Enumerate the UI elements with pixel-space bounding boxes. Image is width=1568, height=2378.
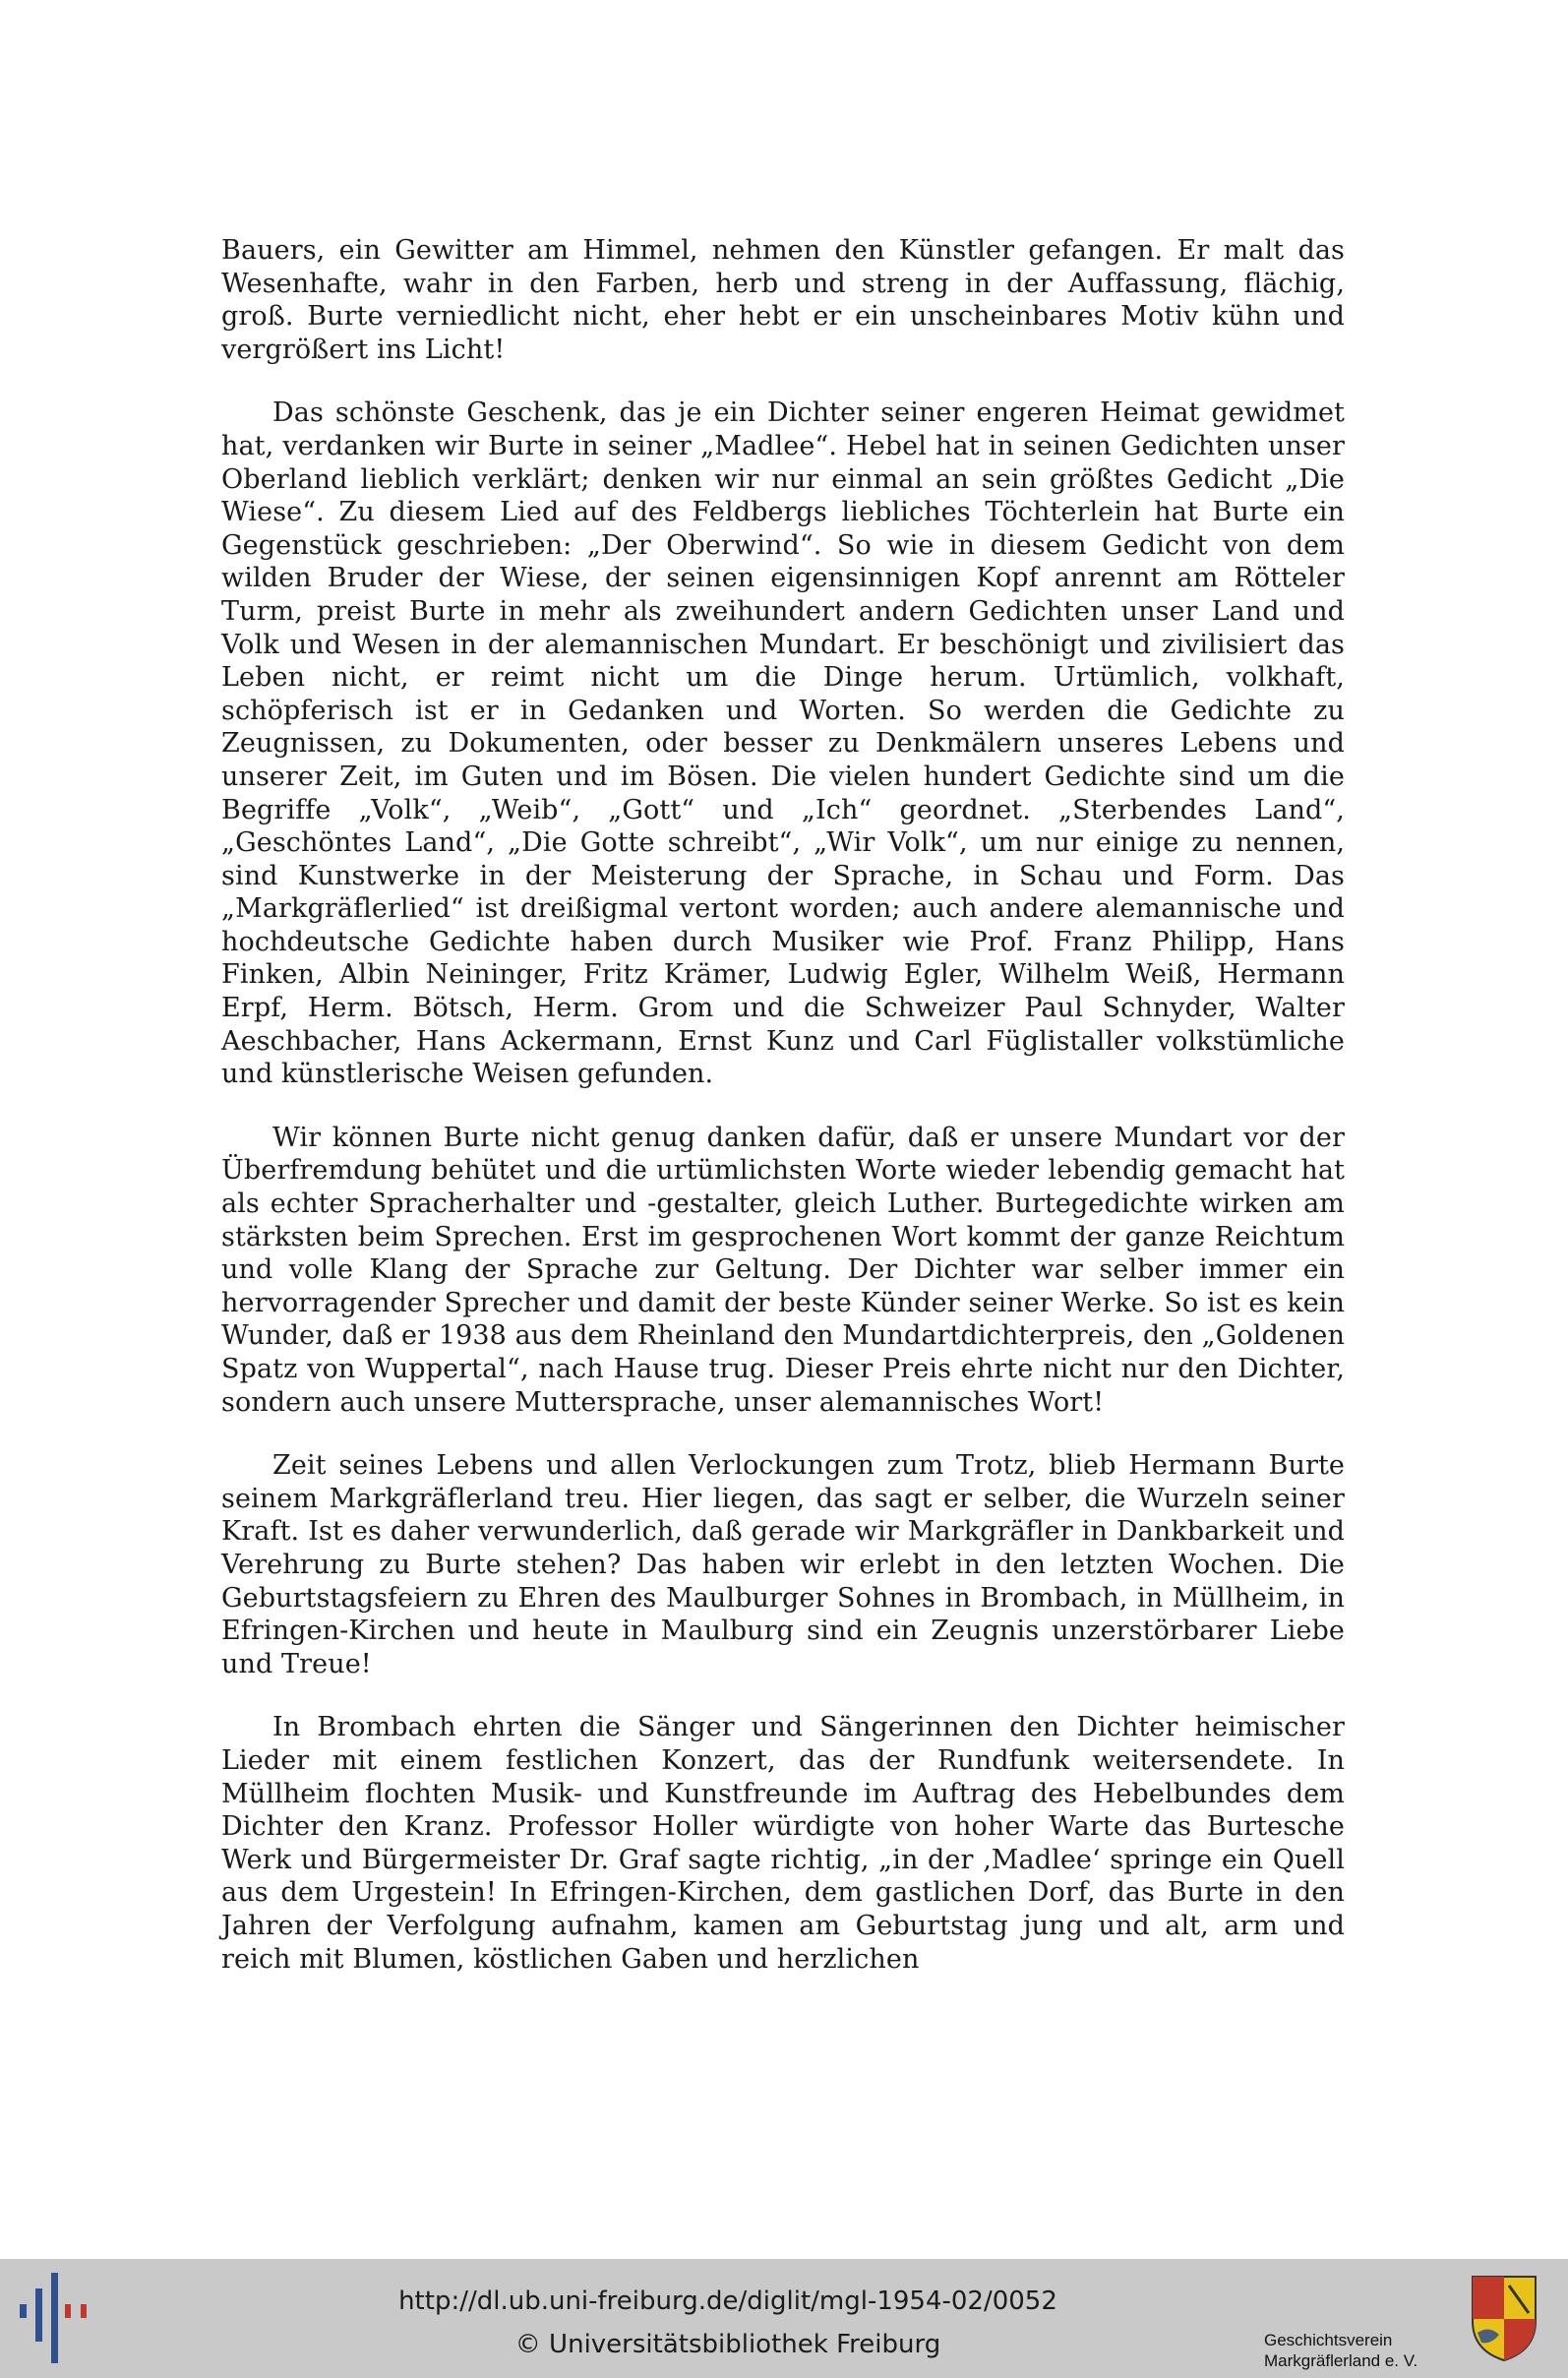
paragraph: In Brombach ehrten die Sänger und Sängerinnen den Dichter heimischer Lieder mit einem festlichen Konzert, das der Rundfunk weitersendete. In Müllheim flochten Musik- und Kunstfreunde im Auftrag des Hebelbundes dem Dichter den Kranz. Professor Holler würdigte von hoher Warte das Burtesche Werk und Bürgermeister Dr. Graf sagte richtig, „in der ‚Madlee‘ springe ein Quell aus dem Urgestein! In Efringen-Kirchen, dem gastlichen Dorf, das Burte in den Jahren der Verfolgung aufnahm, kamen am Geburtstag jung und alt, arm und reich mit Blumen, köstlichen Gaben und herzlichen (221, 1712, 1345, 1975)
paragraph: Bauers, ein Gewitter am Himmel, nehmen den Künstler gefangen. Er malt das Wesenhafte, wahr in den Farben, herb und streng in der Auffassung, flächig, groß. Burte verniedlicht nicht, eher hebt er ein unscheinbares Motiv kühn und vergrößert ins Licht! (221, 235, 1345, 365)
paragraph: Das schönste Geschenk, das je ein Dichter seiner engeren Heimat gewidmet hat, verdanken wir Burte in seiner „Madlee“. Hebel hat in seinen Gedichten unser Oberland lieblich verklärt; denken wir nur einmal an sein größtes Gedicht „Die Wiese“. Zu diesem Lied auf des Feldbergs liebliches Töchterlein hat Burte ein Gegenstück geschrieben: „Der Oberwind“. So wie in diesem Gedicht von dem wilden Bruder der Wiese, der seinen eigensinnigen Kopf anrennt am Rötteler Turm, preist Burte in mehr als zweihundert andern Gedichten unser Land und Volk und Wesen in der alemannischen Mundart. Er beschönigt und zivilisiert das Leben nicht, er reimt nicht um die Dinge herum. Urtümlich, volkhaft, schöpferisch ist er in Gedanken und Worten. So werden die Gedichte zu Zeugnissen, zu Dokumenten, oder besser zu Denkmälern unseres Lebens und unserer Zeit, im Guten und im Bösen. Die vielen hundert Gedichte sind um die Begriffe „Volk“, „Weib“, „Gott“ und „Ich“ geordnet. „Sterbendes Land“, „Geschöntes Land“, „Die Gotte schreibt“, „Wir Volk“, um nur einige zu nennen, sind Kunstwerke in der Meisterung der Sprache, in Schau und Form. Das „Markgräflerlied“ ist dreißigmal vertont worden; auch andere alemannische und hochdeutsche Gedichte haben durch Musiker wie Prof. Franz Philipp, Hans Finken, Albin Neininger, Fritz Krämer, Ludwig Egler, Wilhelm Weiß, Hermann Erpf, Herm. Bötsch, Herm. Grom und die Schweizer Paul Schnyder, Walter Aeschbacher, Hans Ackermann, Ernst Kunz und Carl Füglistaller volkstümliche und künstlerische Weisen gefunden. (221, 397, 1345, 1090)
society-line-1: Geschichtsverein (1264, 2331, 1393, 2349)
document-url-link[interactable]: http://dl.ub.uni-freiburg.de/diglit/mgl-1954-02/0052 (398, 2287, 1057, 2316)
ub-freiburg-logo-icon (0, 2259, 108, 2378)
society-line-2: Markgräflerland e. V. (1264, 2351, 1418, 2370)
footer-bar (0, 2259, 1568, 2378)
society-name (1264, 2330, 1461, 2371)
coat-of-arms-icon (1470, 2274, 1538, 2362)
paragraph: Wir können Burte nicht genug danken dafür, daß er unsere Mundart vor der Überfremdung behütet und die urtümlichsten Worte wieder lebendig gemacht hat als echter Spracherhalter und -gestalter, gleich Luther. Burtegedichte wirken am stärksten beim Sprechen. Erst im gesprochenen Wort kommt der ganze Reichtum und volle Klang der Sprache zur Geltung. Der Dichter war selber immer ein hervorragender Sprecher und damit der beste Künder seiner Werke. So ist es kein Wunder, daß er 1938 aus dem Rheinland den Mundartdichterpreis, den „Goldenen Spatz von Wuppertal“, nach Hause trug. Dieser Preis ehrte nicht nur den Dichter, sondern auch unsere Muttersprache, unser alemannisches Wort! (221, 1122, 1345, 1418)
copyright-text: © Universitätsbibliothek Freiburg (514, 2330, 941, 2359)
paragraph: Zeit seines Lebens und allen Verlockungen zum Trotz, blieb Hermann Burte seinem Markgräflerland treu. Hier liegen, das sagt er selber, die Wurzeln seiner Kraft. Ist es daher verwunderlich, daß gerade wir Markgräfler in Dankbarkeit und Verehrung zu Burte stehen? Das haben wir erlebt in den letzten Wochen. Die Geburtstagsfeiern zu Ehren des Maulburger Sohnes in Brombach, in Müllheim, in Efringen-Kirchen und heute in Maulburg sind ein Zeugnis unzerstörbarer Liebe und Treue! (221, 1450, 1345, 1679)
article-body (221, 234, 1345, 2006)
